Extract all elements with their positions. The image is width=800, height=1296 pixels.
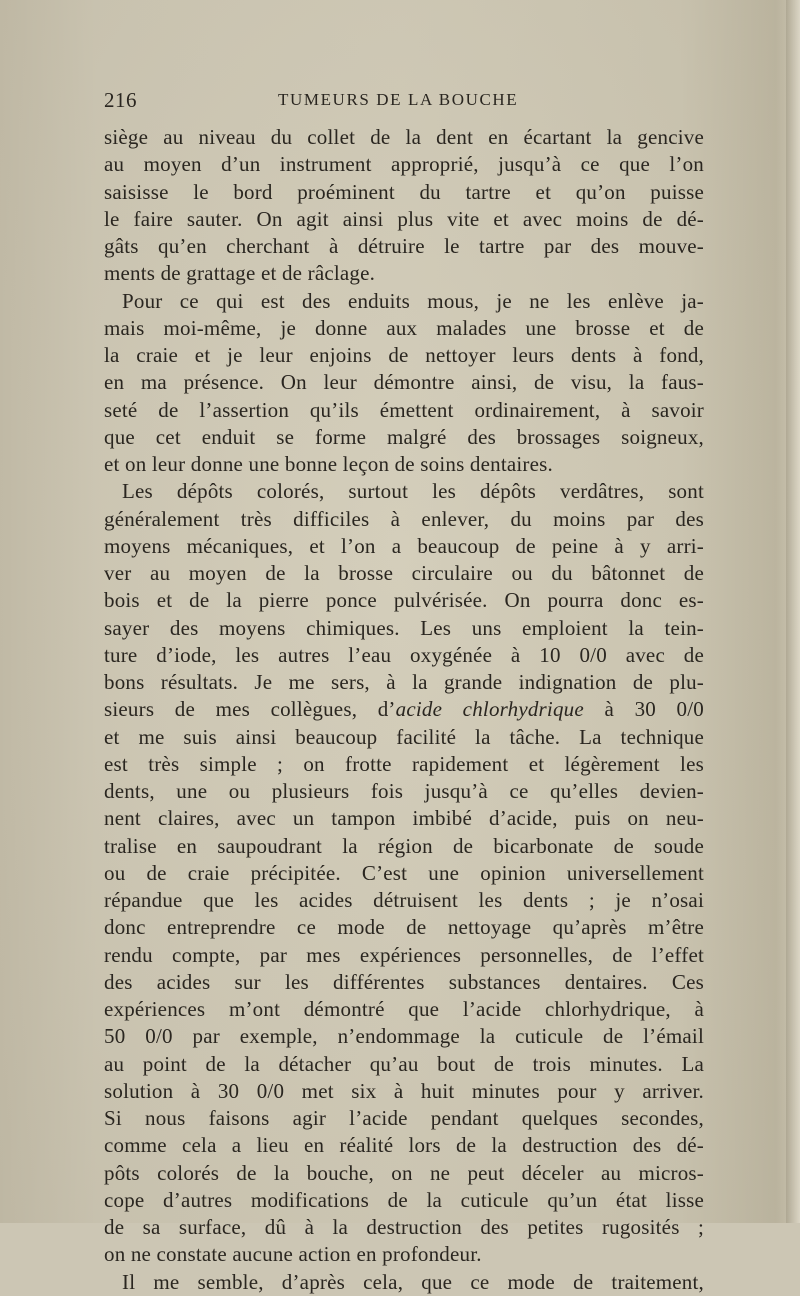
text-line: Pour ce qui est des enduits mous, je ne les enlève ja- bbox=[122, 288, 704, 313]
text-line: généralement très difficiles à enlever, du moins par des bbox=[104, 506, 704, 531]
text-line: ture d’iode, les autres l’eau oxygénée à 10 0/0 avec de bbox=[104, 642, 704, 667]
text-line: expériences m’ont démontré que l’acide chlorhydrique, à bbox=[104, 997, 704, 1021]
text-line: donc entreprendre ce mode de nettoyage qu’après m’être bbox=[104, 915, 704, 940]
text-line: le faire sauter. On agit ainsi plus vite et avec moins de dé- bbox=[104, 206, 704, 231]
text-line: ver au moyen de la brosse circulaire ou du bâtonnet de bbox=[104, 561, 704, 585]
running-title: TUMEURS DE LA BOUCHE bbox=[278, 90, 519, 109]
text-line: bois et de la pierre ponce pulvérisée. On pourra donc es- bbox=[104, 588, 704, 613]
text-line: gâts qu’en cherchant à détruire le tartre par des mouve- bbox=[104, 234, 704, 258]
text-line: des acides sur les différentes substances dentaires. Ces bbox=[104, 969, 704, 994]
text-line: Les dépôts colorés, surtout les dépôts verdâtres, sont bbox=[122, 479, 704, 504]
text-line: pôts colorés de la bouche, on ne peut déceler au micros- bbox=[104, 1160, 704, 1185]
text-line: répandue que les acides détruisent les dents ; je n’osai bbox=[104, 888, 704, 912]
page-number: 216 bbox=[104, 88, 137, 112]
text-line: que cet enduit se forme malgré des brossages soigneux, bbox=[104, 424, 704, 449]
text-line: ments de grattage et de râclage. bbox=[104, 261, 376, 286]
text-line: sayer des moyens chimiques. Les uns emploient la tein- bbox=[104, 615, 704, 640]
text-line: solution à 30 0/0 met six à huit minutes pour y arriver. bbox=[104, 1078, 704, 1103]
text-line: nent claires, avec un tampon imbibé d’acide, puis on neu- bbox=[104, 806, 704, 831]
text-line: seté de l’assertion qu’ils émettent ordinairement, à savoir bbox=[104, 397, 704, 422]
text-line: siège au niveau du collet de la dent en écartant la gencive bbox=[104, 125, 704, 149]
italic-term: acide chlorhydrique bbox=[395, 697, 584, 722]
body-text bbox=[104, 124, 704, 1296]
text-line: saisisse le bord proéminent du tartre et qu’on puisse bbox=[104, 179, 704, 204]
text-line: comme cela a lieu en réalité lors de la destruction des dé- bbox=[104, 1133, 704, 1158]
text-line: la craie et je leur enjoins de nettoyer leurs dents à fond, bbox=[104, 343, 704, 367]
text-line: rendu compte, par mes expériences personnelles, de l’effet bbox=[104, 942, 704, 967]
text-line: au moyen d’un instrument approprié, jusqu’à ce que l’on bbox=[104, 152, 704, 177]
text-line: est très simple ; on frotte rapidement et légèrement les bbox=[104, 751, 704, 776]
page-header bbox=[104, 88, 704, 114]
text-line: et on leur donne une bonne leçon de soins dentaires. bbox=[104, 452, 553, 476]
text-line: ou de craie précipitée. C’est une opinion universellement bbox=[104, 860, 704, 885]
text-line: Si nous faisons agir l’acide pendant quelques secondes, bbox=[104, 1106, 704, 1130]
text-line: bons résultats. Je me sers, à la grande indignation de plu- bbox=[104, 670, 704, 694]
text-line: en ma présence. On leur démontre ainsi, de visu, la faus- bbox=[104, 370, 704, 395]
text-line: on ne constate aucune action en profondeur. bbox=[104, 1242, 482, 1267]
text-line: cope d’autres modifications de la cuticule qu’un état lisse bbox=[104, 1187, 704, 1212]
text-line: Il me semble, d’après cela, que ce mode de traitement, bbox=[122, 1269, 704, 1294]
text-line: sieurs de mes collègues, d’acide chlorhydrique à 30 0/0 bbox=[104, 697, 704, 722]
text-line: moyens mécaniques, et l’on a beaucoup de peine à y arri- bbox=[104, 533, 704, 558]
text-line: au point de la détacher qu’au bout de trois minutes. La bbox=[104, 1051, 704, 1076]
text-line: de sa surface, dû à la destruction des petites rugosités ; bbox=[104, 1215, 704, 1239]
text-line: et me suis ainsi beaucoup facilité la tâche. La technique bbox=[104, 724, 704, 749]
text-line: tralise en saupoudrant la région de bicarbonate de soude bbox=[104, 833, 704, 858]
text-line: dents, une ou plusieurs fois jusqu’à ce qu’elles devien- bbox=[104, 779, 704, 803]
text-line: mais moi-même, je donne aux malades une brosse et de bbox=[104, 315, 704, 340]
text-line: 50 0/0 par exemple, n’endommage la cuticule de l’émail bbox=[104, 1024, 704, 1049]
